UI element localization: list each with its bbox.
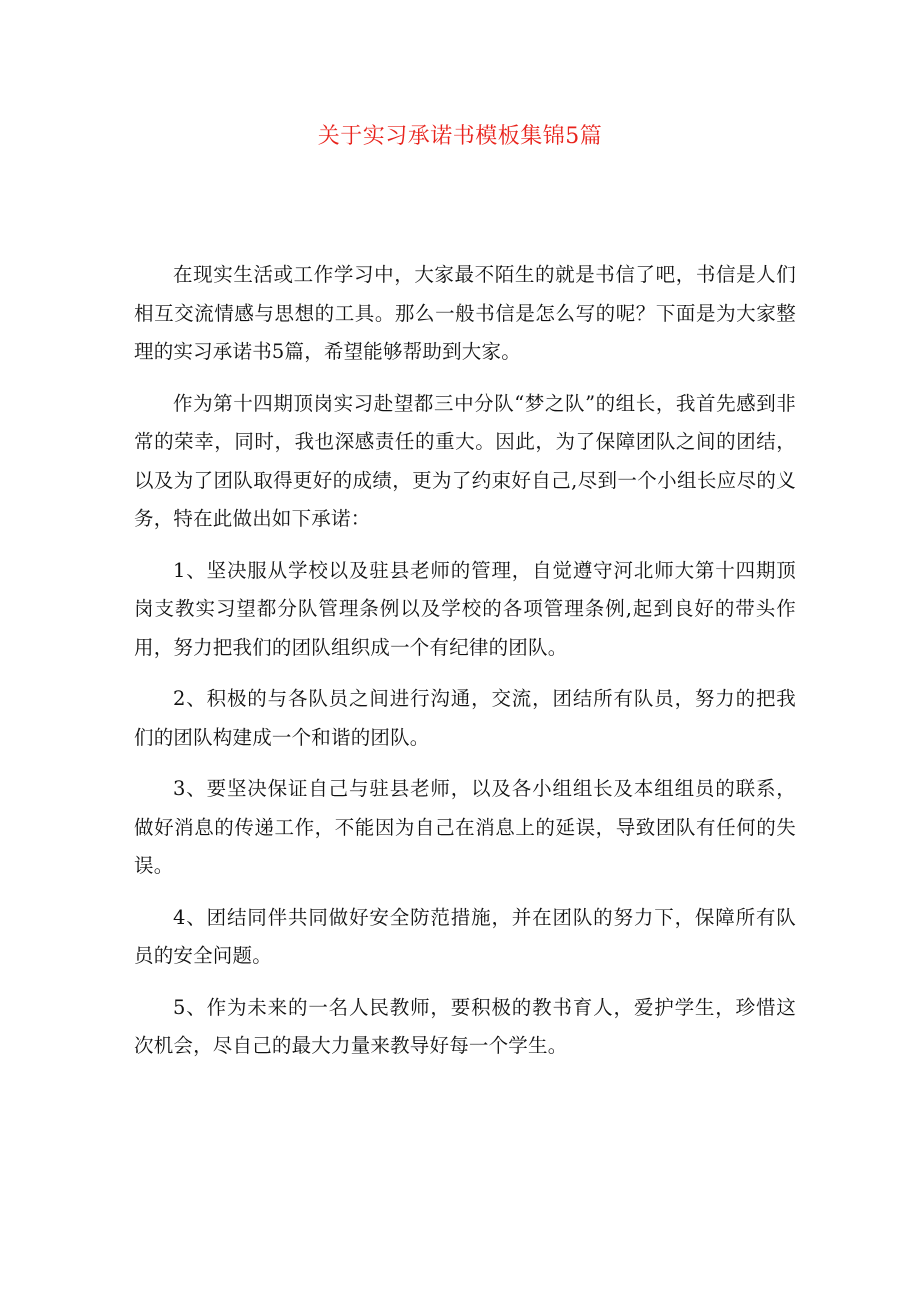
pledge-item-2: 2、积极的与各队员之间进行沟通，交流，团结所有队员，努力的把我们的团队构建成一个和谐的团队。 bbox=[134, 687, 796, 749]
pledge-item-3: 3、要坚决保证自己与驻县老师，以及各小组组长及本组组员的联系，做好消息的传递工作，不能因为自己在消息上的延误，导致团队有任何的失误。 bbox=[134, 777, 796, 877]
pledge-item-4: 4、团结同伴共同做好安全防范措施，并在团队的努力下，保障所有队员的安全问题。 bbox=[134, 905, 796, 967]
document-body bbox=[134, 256, 796, 1079]
pledge-item-1: 1、坚决服从学校以及驻县老师的管理，自觉遵守河北师大第十四期顶岗支教实习望都分队管理条例以及学校的各项管理条例,起到良好的带头作用，努力把我们的团队组织成一个有纪律的团队。 bbox=[134, 558, 796, 659]
document-title: 关于实习承诺书模板集锦5篇 bbox=[317, 124, 603, 149]
pledge-preamble-paragraph: 作为第十四期顶岗实习赴望都三中分队“梦之队”的组长，我首先感到非常的荣幸，同时，我也深感责任的重大。因此，为了保障团队之间的团结，以及为了团队取得更好的成绩，更为了约束好自己,尽到一个小组长应尽的义务，特在此做出如下承诺： bbox=[134, 391, 796, 530]
pledge-item-5: 5、作为未来的一名人民教师，要积极的教书育人，爱护学生，珍惜这次机会，尽自己的最大力量来教导好每一个学生。 bbox=[134, 995, 796, 1057]
intro-paragraph: 在现实生活或工作学习中，大家最不陌生的就是书信了吧，书信是人们相互交流情感与思想的工具。那么一般书信是怎么写的呢？下面是为大家整理的实习承诺书5篇，希望能够帮助到大家。 bbox=[134, 263, 796, 363]
